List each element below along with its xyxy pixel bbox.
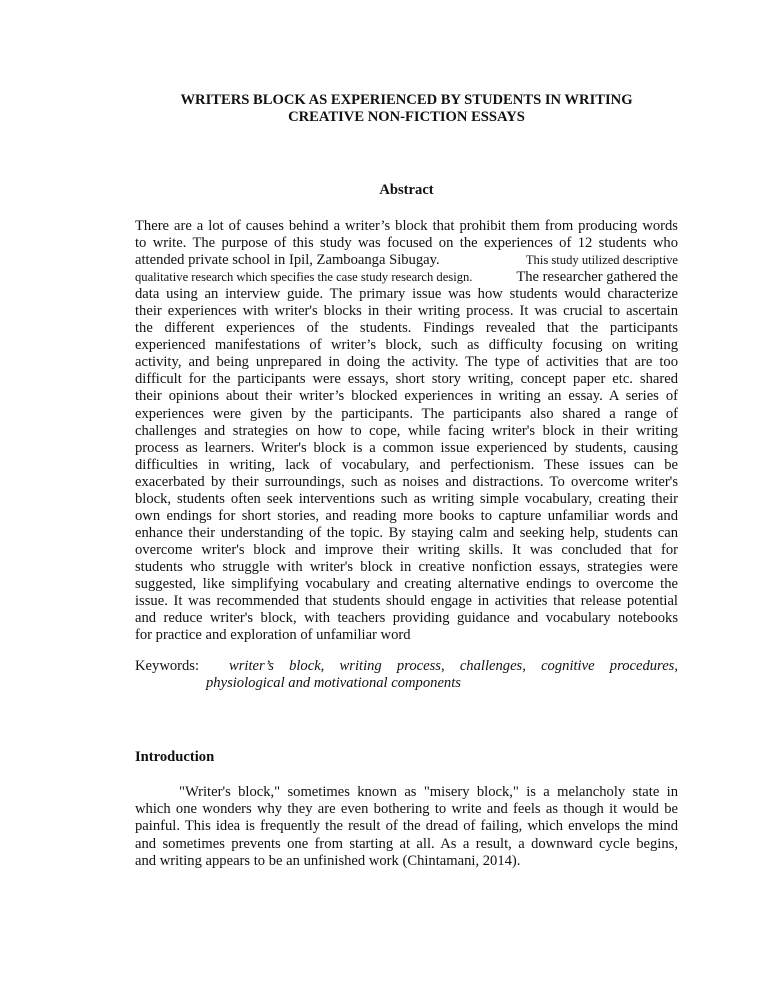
abstract-line (135, 252, 678, 269)
abstract-line: issue. It was recommended that students should engage in activities that release potential (135, 593, 678, 610)
introduction-line: and writing appears to be an unfinished work (Chintamani, 2014). (135, 852, 521, 869)
abstract-line: difficult for the participants were essays, short story writing, concept paper etc. shared (135, 371, 678, 388)
abstract-line: exacerbated by their surroundings, such as noises and distractions. To overcome writer's (135, 473, 678, 490)
introduction-body (135, 784, 678, 870)
paper-title (135, 92, 678, 126)
abstract-line: their opinions about their writer’s blocked experiences in writing an essay. A series of (135, 388, 678, 405)
abstract-heading: Abstract (379, 182, 434, 198)
abstract-line: activity, and being unprepared in doing the activity. The type of activities that are too (135, 354, 678, 371)
introduction-line: "Writer's block," sometimes known as "misery block," is a melancholy state in (179, 784, 678, 800)
abstract-line: the different experiences of the students. Findings revealed that the participants (135, 320, 678, 337)
abstract-line: There are a lot of causes behind a writer’s block that prohibit them from producing words (135, 218, 678, 234)
introduction-line: painful. This idea is frequently the result of the dread of failing, which envelops the mind (135, 818, 678, 835)
abstract-line: difficulties in writing, lack of vocabulary, and perfectionism. These issues can be (135, 456, 678, 473)
paper-title-line-2: CREATIVE NON-FICTION ESSAYS (288, 109, 525, 125)
keywords-label: Keywords: (135, 658, 200, 674)
abstract-line-segment: This study utilized descriptive (525, 253, 678, 268)
abstract-line: for practice and exploration of unfamiliar word (135, 627, 411, 644)
abstract-line (135, 269, 678, 286)
abstract-line: overcome writer's block and improve their writing skills. It was concluded that for (135, 541, 678, 558)
abstract-line: challenges and strategies on how to cope, while facing writer's block in their writing (135, 422, 678, 439)
abstract-line: block, students often seek interventions such as writing simple vocabulary, creating their (135, 490, 678, 507)
introduction-line: which one wonders why they are even bothering to write and feels as though it would be (135, 801, 678, 818)
abstract-line: enhance their understanding of the topic. By staying calm and seeking help, students can (135, 524, 678, 541)
introduction-line: and sometimes prevents one from starting at all. As a result, a downward cycle begins, (135, 835, 678, 852)
abstract-line: students who struggle with writer's block in creative nonfiction essays, strategies were (135, 558, 678, 575)
abstract-line: experiences were given by the participants. The participants also shared a range of (135, 405, 678, 422)
abstract-line: own endings for short stories, and reading more books to capture unfamiliar words and (135, 507, 678, 524)
paper-title-line-1: WRITERS BLOCK AS EXPERIENCED BY STUDENTS IN WRITING (180, 92, 633, 108)
abstract-line-segment: attended private school in Ipil, Zamboanga Sibugay. (135, 252, 440, 269)
abstract-line: suggested, like simplifying vocabulary and creating alternative endings to overcome the (135, 575, 678, 592)
abstract-line: data using an interview guide. The primary issue was how students would characterize (135, 286, 678, 303)
abstract-line: process as learners. Writer's block is a common issue experienced by students, causing (135, 439, 678, 456)
abstract-line-segment: qualitative research which specifies the case study research design. (135, 270, 473, 285)
keywords-list-line-1: writer’s block, writing process, challenges, cognitive procedures, (229, 658, 678, 674)
abstract-line: experienced manifestations of writer’s block, such as difficulty focusing on writing (135, 337, 678, 354)
abstract-line: their experiences with writer's blocks in their writing process. It was crucial to ascertain (135, 303, 678, 320)
keywords-list-line-2: physiological and motivational components (206, 675, 461, 691)
abstract-body (135, 218, 678, 644)
abstract-line-segment: The researcher gathered the (516, 269, 678, 286)
abstract-line: and reduce writer's block, with teachers providing guidance and vocabulary notebooks (135, 610, 678, 627)
introduction-heading: Introduction (135, 749, 215, 765)
abstract-line: to write. The purpose of this study was focused on the experiences of 12 students who (135, 235, 678, 252)
